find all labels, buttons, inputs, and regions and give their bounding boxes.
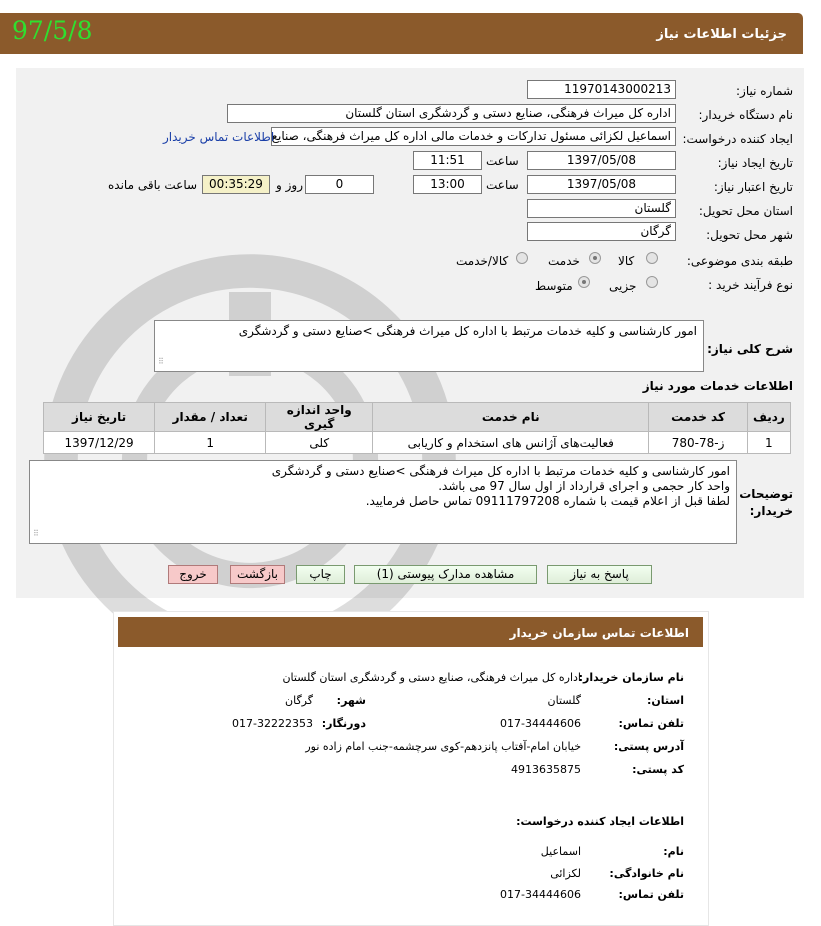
col-qty: تعداد / مقدار bbox=[155, 403, 266, 432]
category-service-label: خدمت bbox=[548, 254, 580, 268]
deadline-time-field: 13:00 bbox=[413, 175, 482, 194]
need-number-label: شماره نیاز: bbox=[736, 84, 793, 98]
row-code: ز-78-780 bbox=[649, 432, 747, 454]
creator-last-name: لکزائی bbox=[550, 867, 581, 880]
row-name: فعالیت‌های آژانس های استخدام و کاریابی bbox=[373, 432, 649, 454]
services-table bbox=[43, 402, 791, 454]
summary-textarea bbox=[154, 320, 704, 372]
buyer-notes-line: امور کارشناسی و کلیه خدمات مرتبط با اداره کل میراث فرهنگی >صنایع دستی و گردشگری bbox=[271, 464, 730, 478]
contact-address: خیابان امام-آفتاب پانزدهم-کوی سرچشمه-جنب امام زاده نور bbox=[305, 740, 581, 753]
city-field: گرگان bbox=[527, 222, 676, 241]
created-date-field: 1397/05/08 bbox=[527, 151, 676, 170]
creator-first-name: اسماعیل bbox=[540, 845, 581, 858]
process-partial-label: جزیی bbox=[609, 279, 637, 293]
category-goods-label: کالا bbox=[618, 254, 635, 268]
creator-phone-label: تلفن تماس: bbox=[618, 888, 684, 901]
exit-button[interactable]: خروج bbox=[168, 565, 218, 584]
resize-grip-icon: ⠿ bbox=[33, 529, 39, 538]
contact-province-label: استان: bbox=[647, 694, 684, 707]
contact-province: گلستان bbox=[547, 694, 581, 707]
contact-address-label: آدرس پستی: bbox=[613, 740, 684, 753]
need-number-field: 1197014300021​3 bbox=[527, 80, 676, 99]
contact-postal-label: کد پستی: bbox=[632, 763, 684, 776]
view-attachments-button[interactable]: مشاهده مدارک پیوستی (1) bbox=[354, 565, 537, 584]
created-date-label: تاریخ ایجاد نیاز: bbox=[717, 156, 793, 170]
contact-org: اداره کل میراث فرهنگی، صنایع دستی و گردشگری استان گلستان bbox=[282, 671, 581, 684]
row-qty: 1 bbox=[155, 432, 266, 454]
creator-first-name-label: نام: bbox=[663, 845, 684, 858]
buyer-notes-label: توضیحات خریدار: bbox=[739, 487, 793, 518]
contact-header bbox=[118, 617, 703, 647]
buyer-notes-textarea bbox=[29, 460, 737, 544]
col-code: کد خدمت bbox=[649, 403, 747, 432]
contact-city: گرگان bbox=[285, 694, 313, 707]
page-header bbox=[0, 13, 803, 54]
summary-label: شرح کلی نیاز: bbox=[707, 342, 793, 356]
buyer-notes-line: لطفا قبل از اعلام قیمت با شماره 09111797208 تماس حاصل فرمایید. bbox=[365, 494, 730, 508]
created-time-field: 11:51 bbox=[413, 151, 482, 170]
days-remaining-field: 0 bbox=[305, 175, 374, 194]
creator-title: اطلاعات ایجاد کننده درخواست: bbox=[516, 815, 684, 828]
process-partial-radio[interactable] bbox=[646, 276, 658, 288]
category-goods-service-label: کالا/خدمت bbox=[456, 254, 509, 268]
resize-grip-icon: ⠿ bbox=[158, 357, 164, 366]
creator-phone: 017-34444606 bbox=[500, 888, 581, 901]
date-stamp: 97/5/8 bbox=[12, 16, 93, 45]
days-label: روز و bbox=[276, 178, 303, 192]
contact-fax: 017-32222353 bbox=[232, 717, 313, 730]
buyer-org-label: نام دستگاه خریدار: bbox=[698, 108, 793, 122]
process-label: نوع فرآیند خرید : bbox=[708, 278, 793, 292]
contact-postal: 4913635875 bbox=[511, 763, 581, 776]
row-unit: کلی bbox=[266, 432, 373, 454]
page-title: جزئیات اطلاعات نیاز bbox=[656, 27, 787, 42]
province-label: استان محل تحویل: bbox=[698, 204, 793, 218]
buyer-org-field: اداره کل میراث فرهنگی، صنایع دستی و گردشگری استان گلستان bbox=[227, 104, 676, 123]
col-date: تاریخ نیاز bbox=[44, 403, 155, 432]
category-service-radio[interactable] bbox=[589, 252, 601, 264]
process-medium-radio[interactable] bbox=[578, 276, 590, 288]
category-label: طبقه بندی موضوعی: bbox=[686, 254, 793, 268]
contact-title: اطلاعات تماس سازمان خریدار bbox=[509, 626, 689, 640]
summary-text: امور کارشناسی و کلیه خدمات مرتبط با اداره کل میراث فرهنگی >صنایع دستی و گردشگری bbox=[238, 324, 697, 338]
time-remaining-label: ساعت باقی مانده bbox=[108, 178, 198, 192]
province-field: گلستان bbox=[527, 199, 676, 218]
deadline-label: تاریخ اعتبار نیاز: bbox=[713, 180, 793, 194]
time-remaining-field: 00:35:29 bbox=[202, 175, 270, 194]
col-unit: واحد اندازه گیری bbox=[266, 403, 373, 432]
contact-phone: 017-34444606 bbox=[500, 717, 581, 730]
category-goods-service-radio[interactable] bbox=[516, 252, 528, 264]
reply-button[interactable]: پاسخ به نیاز bbox=[547, 565, 652, 584]
city-label: شهر محل تحویل: bbox=[706, 228, 793, 242]
row-date: 1397/12/29 bbox=[44, 432, 155, 454]
col-name: نام خدمت bbox=[373, 403, 649, 432]
created-time-label: ساعت bbox=[486, 154, 519, 168]
deadline-date-field: 1397/05/08 bbox=[527, 175, 676, 194]
contact-org-label: نام سازمان خریدار: bbox=[578, 671, 684, 684]
buyer-notes-line: واحد کار حجمی و اجرای قرارداد از اول سال 97 می باشد. bbox=[438, 479, 730, 493]
contact-fax-label: دورنگار: bbox=[321, 717, 366, 730]
contact-phone-label: تلفن تماس: bbox=[618, 717, 684, 730]
deadline-time-label: ساعت bbox=[486, 178, 519, 192]
services-title: اطلاعات خدمات مورد نیاز bbox=[642, 379, 793, 393]
contact-city-label: شهر: bbox=[336, 694, 366, 707]
process-medium-label: متوسط bbox=[535, 279, 573, 293]
back-button[interactable]: بازگشت bbox=[230, 565, 285, 584]
requester-label: ایجاد کننده درخواست: bbox=[682, 132, 793, 146]
services-header-row bbox=[44, 403, 791, 432]
category-goods-radio[interactable] bbox=[646, 252, 658, 264]
print-button[interactable]: چاپ bbox=[296, 565, 345, 584]
row-index: 1 bbox=[747, 432, 790, 454]
table-row bbox=[44, 432, 791, 454]
buyer-contact-link[interactable]: اطلاعات تماس خریدار bbox=[163, 130, 275, 144]
creator-last-name-label: نام خانوادگی: bbox=[609, 867, 684, 880]
requester-field: اسماعیل لکزائی مسئول تدارکات و خدمات مالی اداره کل میراث فرهنگی، صنایع bbox=[271, 127, 676, 146]
col-index: ردیف bbox=[747, 403, 790, 432]
